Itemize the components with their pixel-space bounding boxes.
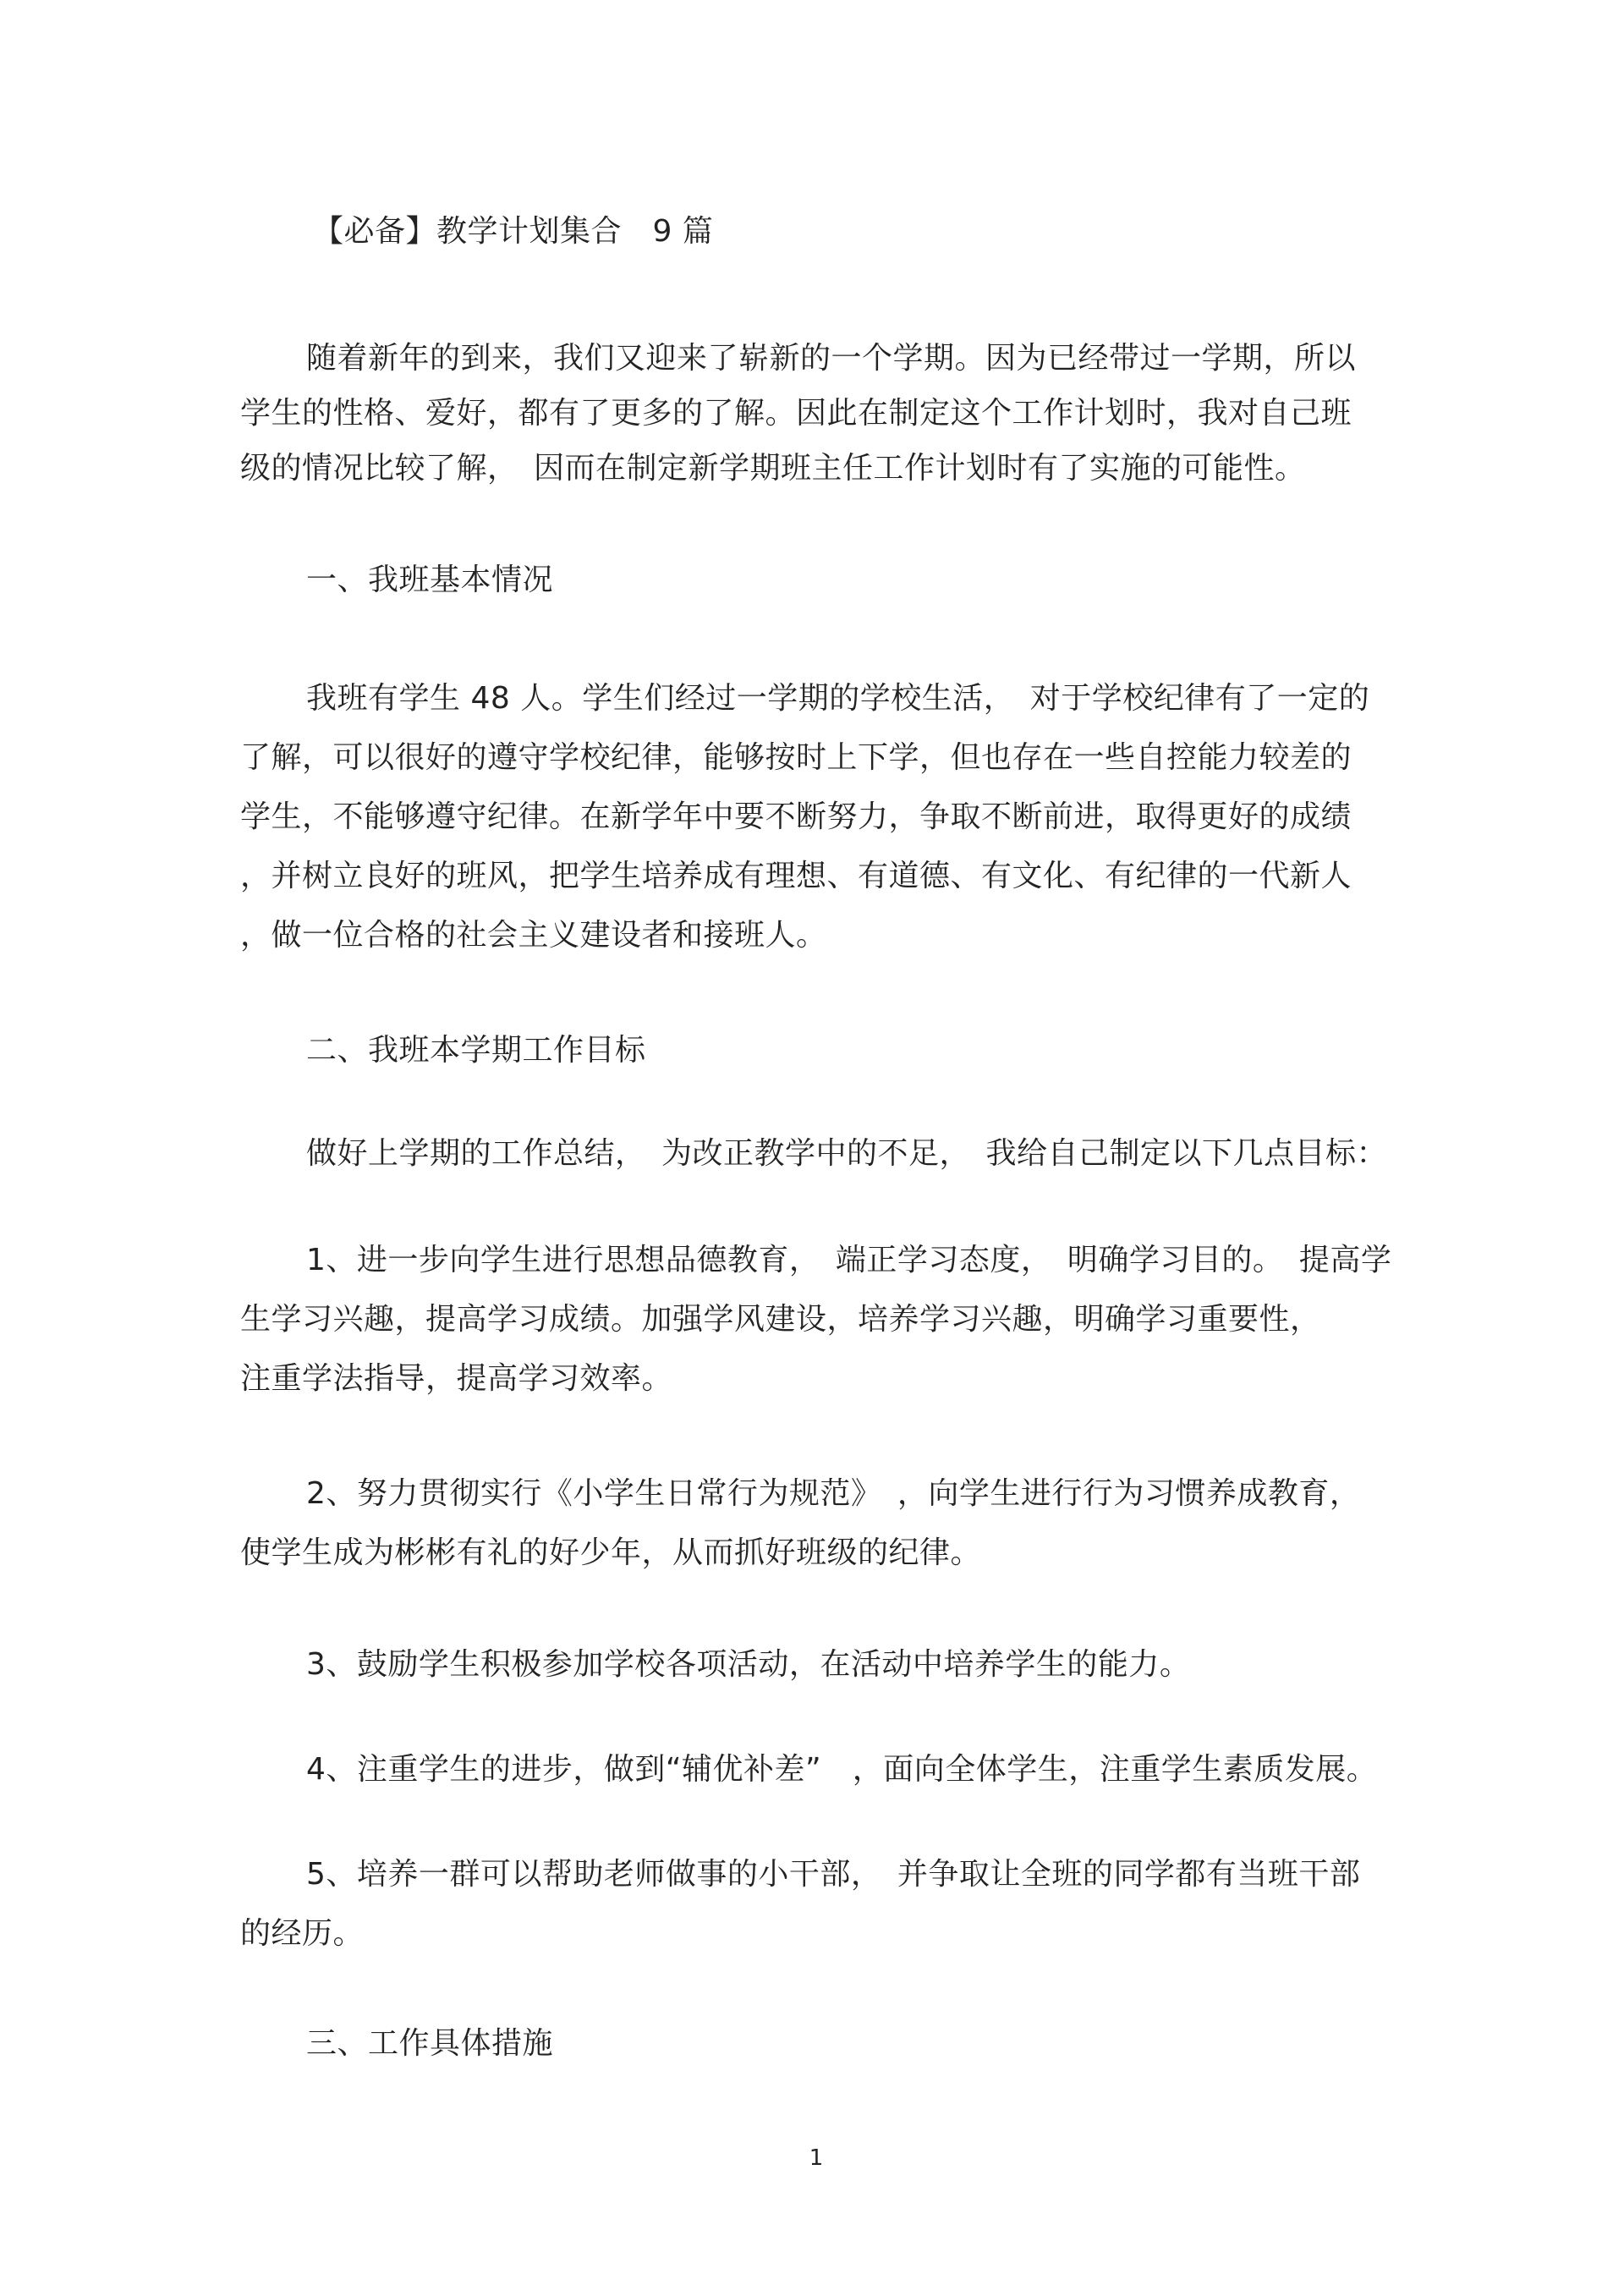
section1-line-2: 了解，可以很好的遵守学校纪律，能够按时上下学，但也存在一些自控能力较差的: [240, 740, 1352, 775]
section1-line-1: 我班有学生 48 人。学生们经过一学期的学校生活， 对于学校纪律有了一定的: [306, 681, 1370, 716]
intro-line-1: 随着新年的到来，我们又迎来了崭新的一个学期。因为已经带过一学期，所以: [306, 341, 1357, 376]
intro-line-3: 级的情况比较了解， 因而在制定新学期班主任工作计划时有了实施的可能性。: [240, 451, 1306, 486]
page-number: 1: [809, 2145, 824, 2171]
section1-line-5: ，做一位合格的社会主义建设者和接班人。: [240, 918, 827, 953]
goal-4: 4、注重学生的进步，做到“辅优补差” ，面向全体学生，注重学生素质发展。: [306, 1752, 1378, 1787]
section1-line-3: 学生，不能够遵守纪律。在新学年中要不断努力，争取不断前进，取得更好的成绩: [240, 799, 1352, 834]
goal-2-line-2: 使学生成为彬彬有礼的好少年，从而抓好班级的纪律。: [240, 1535, 982, 1570]
intro-line-2: 学生的性格、爱好，都有了更多的了解。因此在制定这个工作计划时，我对自己班: [240, 396, 1352, 431]
section2-heading: 二、我班本学期工作目标: [306, 1033, 646, 1068]
goal-5-line-2: 的经历。: [240, 1916, 365, 1951]
document-title: 【必备】教学计划集合 9 篇: [313, 214, 714, 249]
section3-heading: 三、工作具体措施: [306, 2026, 554, 2061]
goal-1-line-2: 生学习兴趣，提高学习成绩。加强学风建设，培养学习兴趣，明确学习重要性，: [240, 1302, 1321, 1337]
goal-1-line-3: 注重学法指导，提高学习效率。: [240, 1361, 673, 1396]
section2-intro: 做好上学期的工作总结， 为改正教学中的不足， 我给自己制定以下几点目标：: [306, 1136, 1388, 1171]
goal-5-line-1: 5、培养一群可以帮助老师做事的小干部， 并争取让全班的同学都有当班干部: [306, 1857, 1361, 1892]
goal-1-line-1: 1、进一步向学生进行思想品德教育， 端正学习态度， 明确学习目的。 提高学: [306, 1243, 1392, 1277]
section1-line-4: ，并树立良好的班风，把学生培养成有理想、有道德、有文化、有纪律的一代新人: [240, 859, 1352, 893]
goal-2-line-1: 2、努力贯彻实行《小学生日常行为规范》 ，向学生进行行为习惯养成教育，: [306, 1476, 1361, 1511]
goal-3: 3、鼓励学生积极参加学校各项活动，在活动中培养学生的能力。: [306, 1647, 1191, 1682]
section1-heading: 一、我班基本情况: [306, 563, 554, 597]
